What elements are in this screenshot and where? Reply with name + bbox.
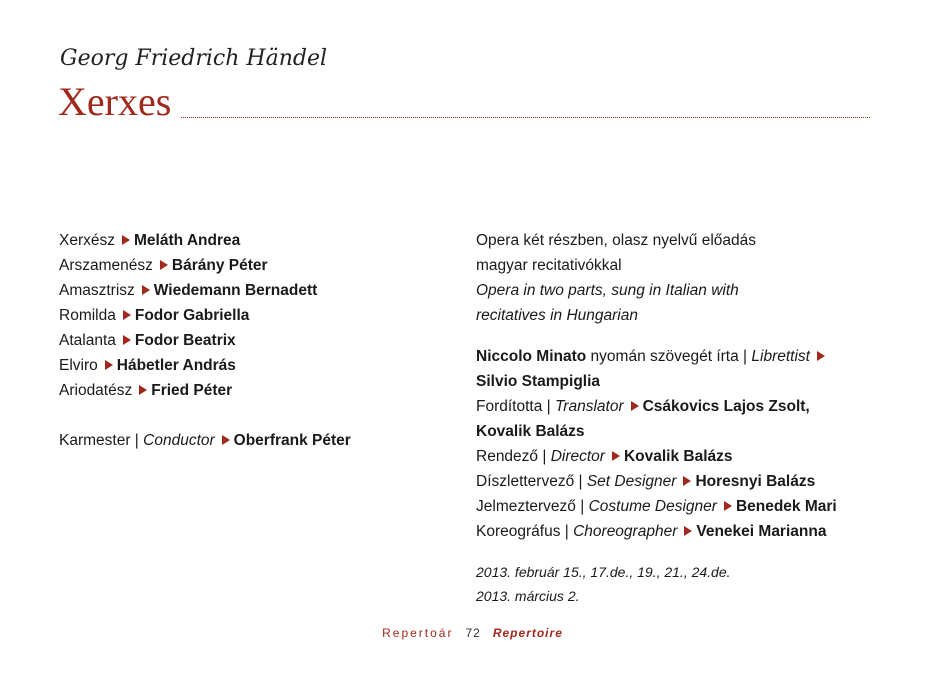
credit-label-hu: Jelmeztervező	[476, 498, 576, 515]
translator-row: Fordította | Translator Csákovics Lajos Zsolt,	[476, 398, 810, 415]
footer-section-hu: Repertoár	[382, 626, 454, 640]
translator-name-row	[476, 419, 896, 444]
credit-label-hu: Rendező	[476, 448, 539, 465]
triangle-arrow-icon	[160, 260, 168, 270]
role-name: Atalanta	[59, 332, 116, 349]
singer-name: Fried Péter	[151, 382, 233, 399]
credit-label-hu: Díszlettervező	[476, 473, 575, 490]
triangle-arrow-icon	[122, 235, 130, 245]
composer-name: Georg Friedrich Händel	[60, 46, 327, 71]
cast-row	[59, 378, 459, 403]
singer-name: Wiedemann Bernadett	[153, 282, 318, 299]
triangle-arrow-icon	[123, 335, 131, 345]
triangle-arrow-icon	[684, 526, 692, 536]
librettist-name-row	[476, 369, 896, 394]
translator-name-2: Kovalik Balázs	[476, 423, 585, 440]
triangle-arrow-icon	[724, 501, 732, 511]
triangle-arrow-icon	[631, 401, 639, 411]
description-hu-2: magyar recitativókkal	[476, 257, 622, 274]
triangle-arrow-icon	[817, 351, 825, 361]
role-name: Xerxész	[59, 232, 115, 249]
role-name: Ariodatész	[59, 382, 133, 399]
cast-row	[59, 353, 459, 378]
credit-row: Díszlettervező | Set Designer Horesnyi Balázs	[476, 473, 816, 490]
title-row	[58, 80, 870, 124]
translator-label-en: Translator	[554, 398, 624, 415]
description-en-2: recitatives in Hungarian	[476, 307, 638, 324]
cast-row	[59, 253, 459, 278]
singer-name: Hábetler András	[116, 357, 236, 374]
description-hu-1: Opera két részben, olasz nyelvű előadás	[476, 232, 757, 249]
performance-dates-1: 2013. február 15., 17.de., 19., 21., 24.de.	[476, 564, 731, 580]
triangle-arrow-icon	[139, 385, 147, 395]
credit-name: Venekei Marianna	[696, 523, 827, 540]
triangle-arrow-icon	[123, 310, 131, 320]
librettist-row: Niccolo Minato nyomán szövegét írta | Librettist	[476, 344, 896, 369]
page-footer	[0, 626, 945, 640]
role-name: Arszamenész	[59, 257, 153, 274]
credit-label-en: Director	[550, 448, 605, 465]
production-column	[476, 228, 896, 608]
triangle-arrow-icon	[105, 360, 113, 370]
conductor-name: Oberfrank Péter	[233, 432, 351, 449]
librettist-label-hu: nyomán szövegét írta	[590, 348, 739, 365]
conductor-row: Karmester | Conductor Oberfrank Péter	[59, 432, 351, 449]
dotted-leader	[181, 116, 870, 118]
credit-label-en: Set Designer	[586, 473, 677, 490]
libretto-source: Niccolo Minato	[476, 348, 587, 365]
credit-label-hu: Koreográfus	[476, 523, 561, 540]
role-name: Amasztrisz	[59, 282, 135, 299]
conductor-label-en: Conductor	[143, 432, 215, 449]
cast-row	[59, 228, 459, 253]
triangle-arrow-icon	[612, 451, 620, 461]
cast-row	[59, 278, 459, 303]
translator-label-hu: Fordította	[476, 398, 543, 415]
performance-dates-2: 2013. március 2.	[476, 588, 580, 604]
cast-row	[59, 328, 459, 353]
singer-name: Meláth Andrea	[134, 232, 241, 249]
credit-row: Koreográfus | Choreographer Venekei Marianna	[476, 523, 827, 540]
translator-name-1: Csákovics Lajos Zsolt,	[642, 398, 810, 415]
librettist-label-en: Librettist	[751, 348, 810, 365]
credit-row: Rendező | Director Kovalik Balázs	[476, 448, 733, 465]
triangle-arrow-icon	[222, 435, 230, 445]
singer-name: Bárány Péter	[171, 257, 268, 274]
singer-name: Fodor Gabriella	[134, 307, 250, 324]
role-name: Romilda	[59, 307, 116, 324]
credit-label-en: Costume Designer	[588, 498, 717, 515]
credit-name: Horesnyi Balázs	[695, 473, 816, 490]
singer-name: Fodor Beatrix	[134, 332, 236, 349]
credit-name: Kovalik Balázs	[623, 448, 733, 465]
footer-section-en: Repertoire	[492, 626, 563, 640]
triangle-arrow-icon	[142, 285, 150, 295]
triangle-arrow-icon	[683, 476, 691, 486]
cast-column	[59, 228, 459, 453]
page-number: 72	[465, 626, 481, 640]
credit-name: Benedek Mari	[735, 498, 837, 515]
cast-row	[59, 303, 459, 328]
librettist-name: Silvio Stampiglia	[476, 373, 601, 390]
credit-row: Jelmeztervező | Costume Designer Benedek Mari	[476, 498, 837, 515]
description-en-1: Opera in two parts, sung in Italian with	[476, 282, 739, 299]
conductor-label-hu: Karmester	[59, 432, 131, 449]
credit-label-en: Choreographer	[573, 523, 678, 540]
opera-title: Xerxes	[58, 79, 172, 124]
role-name: Elviro	[59, 357, 98, 374]
